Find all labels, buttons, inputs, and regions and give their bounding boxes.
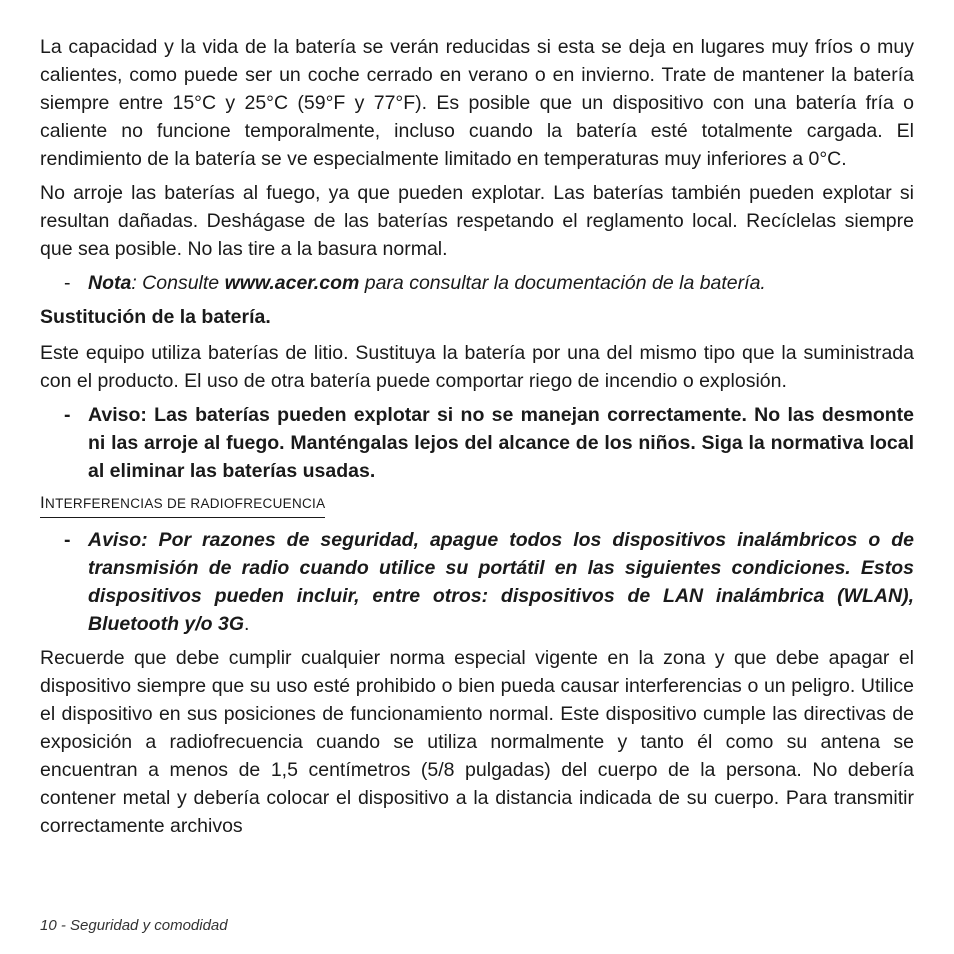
page-footer: 10 - Seguridad y comodidad <box>40 917 228 934</box>
warning-text: Aviso: Por razones de seguridad, apague todos los dispositivos inalámbricos o de transmisión de radio cuando utilice su portátil en las siguientes condiciones. Estos dispositivos pueden incluir, entre otros: dispositivos de LAN inalámbrica (WLAN), Bluetooth y/o 3G <box>88 529 914 635</box>
note-text-before: : Consulte <box>131 272 225 294</box>
warning-battery-explosion <box>40 401 914 485</box>
paragraph-radio-regulations: Recuerde que debe cumplir cualquier norma especial vigente en la zona y que debe apagar el dispositivo siempre que su uso esté prohibido o bien pueda causar interferencias o un peligro. Utilice el dispositivo en sus posiciones de funcionamiento normal. Este dispositivo cumple las directivas de exposición a radiofrecuencia cuando se utiliza normalmente y tanto él como su antena se encuentran a menos de 1,5 centímetros (5/8 pulgadas) del cuerpo de la persona. No debería contener metal y debería colocar el dispositivo a la distancia indicada de su cuerpo. Para transmitir correctamente archivos <box>40 647 914 837</box>
section-heading-initial: I <box>40 493 46 512</box>
section-heading-radio-interference <box>40 491 325 518</box>
battery-replacement-heading: Sustitución de la batería. <box>40 306 271 328</box>
page-content <box>40 33 914 846</box>
note-label: Nota <box>88 272 132 294</box>
bullet-dash: - <box>64 404 71 426</box>
warning-end-period: . <box>244 613 250 635</box>
warning-wireless-devices <box>40 526 914 638</box>
acer-link[interactable]: www.acer.com <box>224 272 360 294</box>
paragraph-battery-disposal: No arroje las baterías al fuego, ya que pueden explotar. Las baterías también pueden explotar si resultan dañadas. Deshágase de las baterías respetando el reglamento local. Recíclelas siempre que sea posible. No las tire a la basura normal. <box>40 182 914 260</box>
note-text-after: para consultar la documentación de la batería. <box>359 272 766 294</box>
section-heading-wrapper <box>40 491 914 526</box>
section-heading-rest: NTERFERENCIAS DE RADIOFRECUENCIA <box>45 496 326 511</box>
warning-text: Aviso: Las baterías pueden explotar si no se manejan correctamente. No las desmonte ni las arroje al fuego. Manténgalas lejos del alcance de los niños. Siga la normativa local al eliminar las baterías usadas. <box>88 404 914 482</box>
paragraph-battery-temperature: La capacidad y la vida de la batería se verán reducidas si esta se deja en lugares muy fríos o muy calientes, como puede ser un coche cerrado en verano o en invierno. Trate de mantener la batería siempre entre 15°C y 25°C (59°F y 77°F). Es posible que un dispositivo con una batería fría o caliente no funcione temporalmente, incluso cuando la batería esté totalmente cargada. El rendimiento de la batería se ve especialmente limitado en temperaturas muy inferiores a 0°C. <box>40 36 914 170</box>
bullet-dash: - <box>64 529 71 551</box>
bullet-dash: - <box>64 272 71 294</box>
paragraph-lithium-battery: Este equipo utiliza baterías de litio. Sustituya la batería por una del mismo tipo que la suministrada con el producto. El uso de otra batería puede comportar riego de incendio o explosión. <box>40 342 914 392</box>
note-item <box>40 269 914 297</box>
